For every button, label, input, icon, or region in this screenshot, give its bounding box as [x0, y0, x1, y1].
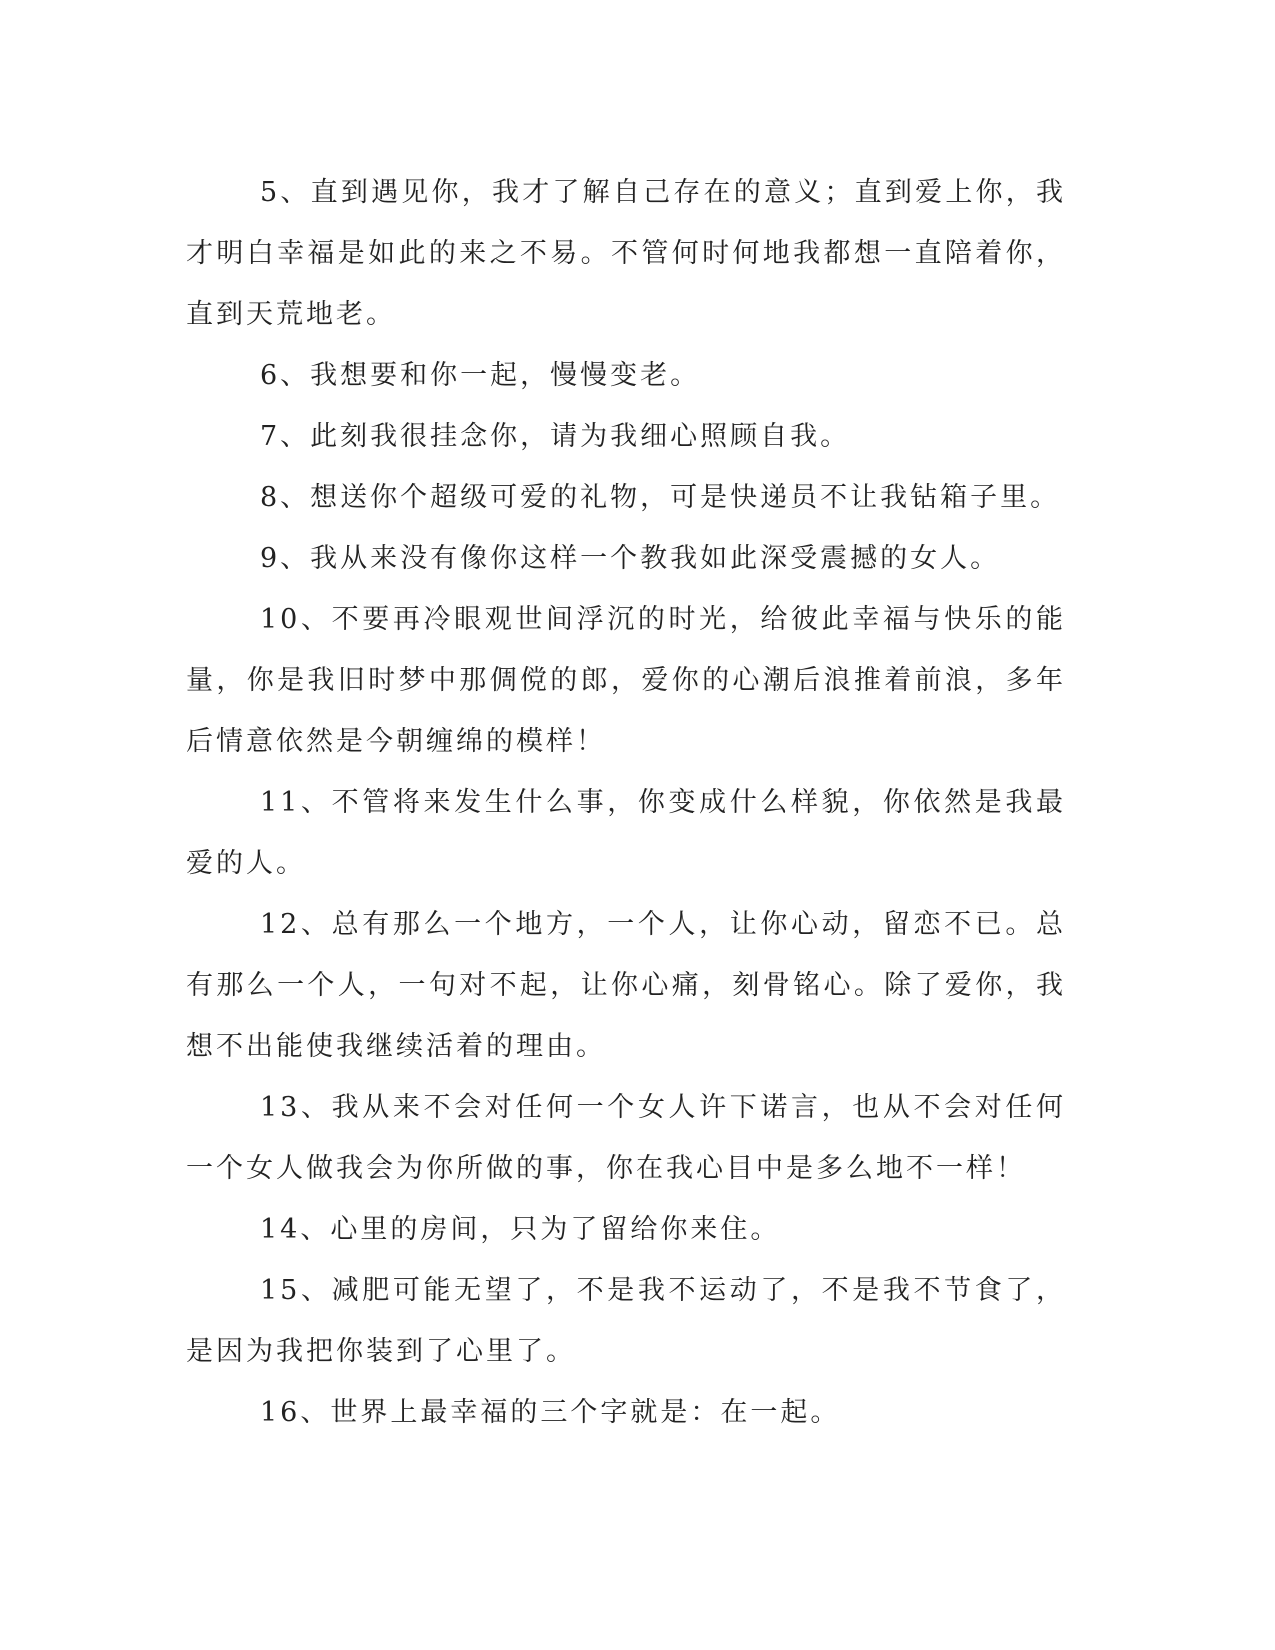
paragraph-5: 5、直到遇见你，我才了解自己存在的意义；直到爱上你，我才明白幸福是如此的来之不易。不管何时何地我都想一直陪着你，直到天荒地老。 [186, 177, 1066, 330]
paragraph-11: 11、不管将来发生什么事，你变成什么样貌，你依然是我最爱的人。 [186, 787, 1066, 879]
paragraph-6: 6、我想要和你一起，慢慢变老。 [260, 360, 701, 391]
document-body [186, 162, 1066, 1443]
paragraph-9: 9、我从来没有像你这样一个教我如此深受震撼的女人。 [260, 543, 1001, 574]
paragraph-16: 16、世界上最幸福的三个字就是：在一起。 [260, 1397, 841, 1428]
paragraph-8: 8、想送你个超级可爱的礼物，可是快递员不让我钻箱子里。 [260, 482, 1061, 513]
paragraph-12: 12、总有那么一个地方，一个人，让你心动，留恋不已。总有那么一个人，一句对不起，让你心痛，刻骨铭心。除了爱你，我想不出能使我继续活着的理由。 [186, 909, 1066, 1062]
paragraph-15: 15、减肥可能无望了，不是我不运动了，不是我不节食了，是因为我把你装到了心里了。 [186, 1275, 1066, 1367]
paragraph-14: 14、心里的房间，只为了留给你来住。 [260, 1214, 781, 1245]
paragraph-13: 13、我从来不会对任何一个女人许下诺言，也从不会对任何一个女人做我会为你所做的事，你在我心目中是多么地不一样！ [186, 1092, 1066, 1184]
paragraph-7: 7、此刻我很挂念你，请为我细心照顾自我。 [260, 421, 851, 452]
paragraph-10: 10、不要再冷眼观世间浮沉的时光，给彼此幸福与快乐的能量，你是我旧时梦中那倜傥的郎，爱你的心潮后浪推着前浪，多年后情意依然是今朝缠绵的模样！ [186, 604, 1066, 757]
